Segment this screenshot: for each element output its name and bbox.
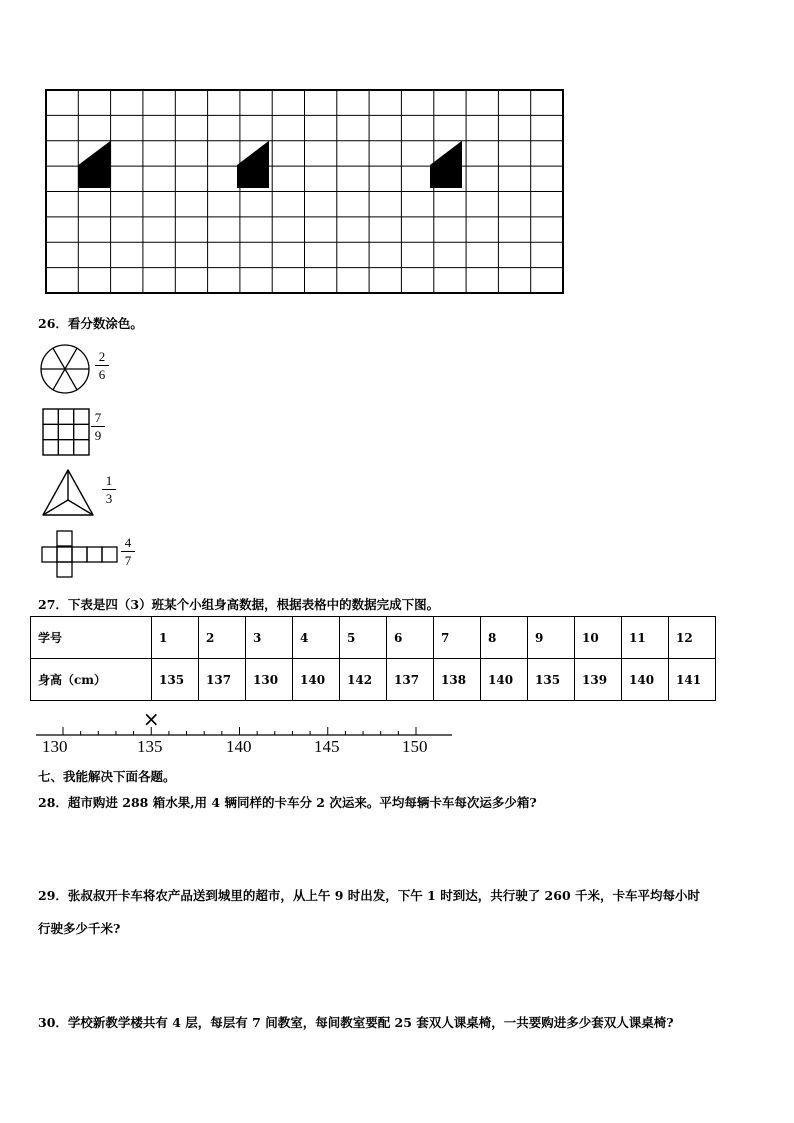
number-line: [30, 704, 460, 738]
table-cell: 11: [622, 617, 669, 659]
table-cell: 137: [387, 659, 434, 701]
row-label-id: 学号: [31, 617, 152, 659]
fraction-4-7: 4 7: [121, 535, 135, 568]
square-nine-parts: [42, 408, 90, 456]
row-label-height: 身高（cm）: [31, 659, 152, 701]
circle-six-parts: [38, 342, 92, 396]
question-30: 30．学校新教学楼共有 4 层，每层有 7 间教室，每间教室要配 25 套双人课桌椅，一共要购进多少套双人课桌椅?: [38, 1015, 674, 1030]
question-27: 27．下表是四（3）班某个小组身高数据，根据表格中的数据完成下图。: [38, 597, 440, 612]
tick-label-135: 135: [137, 737, 163, 756]
table-cell: 5: [340, 617, 387, 659]
table-cell: 6: [387, 617, 434, 659]
shaded-shape-3: [430, 141, 462, 188]
question-26: 26．看分数涂色。: [38, 316, 143, 331]
table-row: [31, 659, 716, 701]
tick-label-130: 130: [42, 737, 68, 756]
table-cell: 130: [246, 659, 293, 701]
tick-label-145: 145: [314, 737, 340, 756]
table-cell: 142: [340, 659, 387, 701]
shaded-shape-1: [78, 141, 110, 188]
table-cell: 135: [152, 659, 199, 701]
table-cell: 10: [575, 617, 622, 659]
tick-label-140: 140: [226, 737, 252, 756]
fraction-7-9: 7 9: [91, 410, 105, 443]
table-cell: 140: [293, 659, 340, 701]
table-cell: 140: [481, 659, 528, 701]
table-cell: 135: [528, 659, 575, 701]
fraction-1-3: 1 3: [102, 473, 116, 506]
cube-net-seven-parts: [40, 530, 122, 580]
tick-label-150: 150: [402, 737, 428, 756]
table-cell: 3: [246, 617, 293, 659]
table-cell: 2: [199, 617, 246, 659]
table-cell: 140: [622, 659, 669, 701]
table-cell: 141: [669, 659, 716, 701]
table-cell: 12: [669, 617, 716, 659]
table-cell: 138: [434, 659, 481, 701]
question-29-line-2: 行驶多少千米?: [38, 921, 121, 936]
table-cell: 139: [575, 659, 622, 701]
table-cell: 7: [434, 617, 481, 659]
section-7-heading: 七、我能解决下面各题。: [38, 769, 176, 784]
table-cell: 137: [199, 659, 246, 701]
question-29-line-1: 29．张叔叔开卡车将农产品送到城里的超市，从上午 9 时出发，下午 1 时到达，共行驶了 260 千米，卡车平均每小时: [38, 888, 700, 903]
question-28: 28．超市购进 288 箱水果,用 4 辆同样的卡车分 2 次运来。平均每辆卡车每次运多少箱?: [38, 795, 537, 810]
marker-x: ×: [142, 707, 160, 731]
fraction-2-6: 2 6: [95, 349, 109, 382]
shape-grid: [44, 88, 566, 296]
table-row: [31, 617, 716, 659]
triangle-three-parts: [40, 468, 96, 518]
table-cell: 4: [293, 617, 340, 659]
table-cell: 8: [481, 617, 528, 659]
table-cell: 9: [528, 617, 575, 659]
height-table: [30, 616, 716, 701]
table-cell: 1: [152, 617, 199, 659]
shaded-shape-2: [237, 141, 269, 188]
